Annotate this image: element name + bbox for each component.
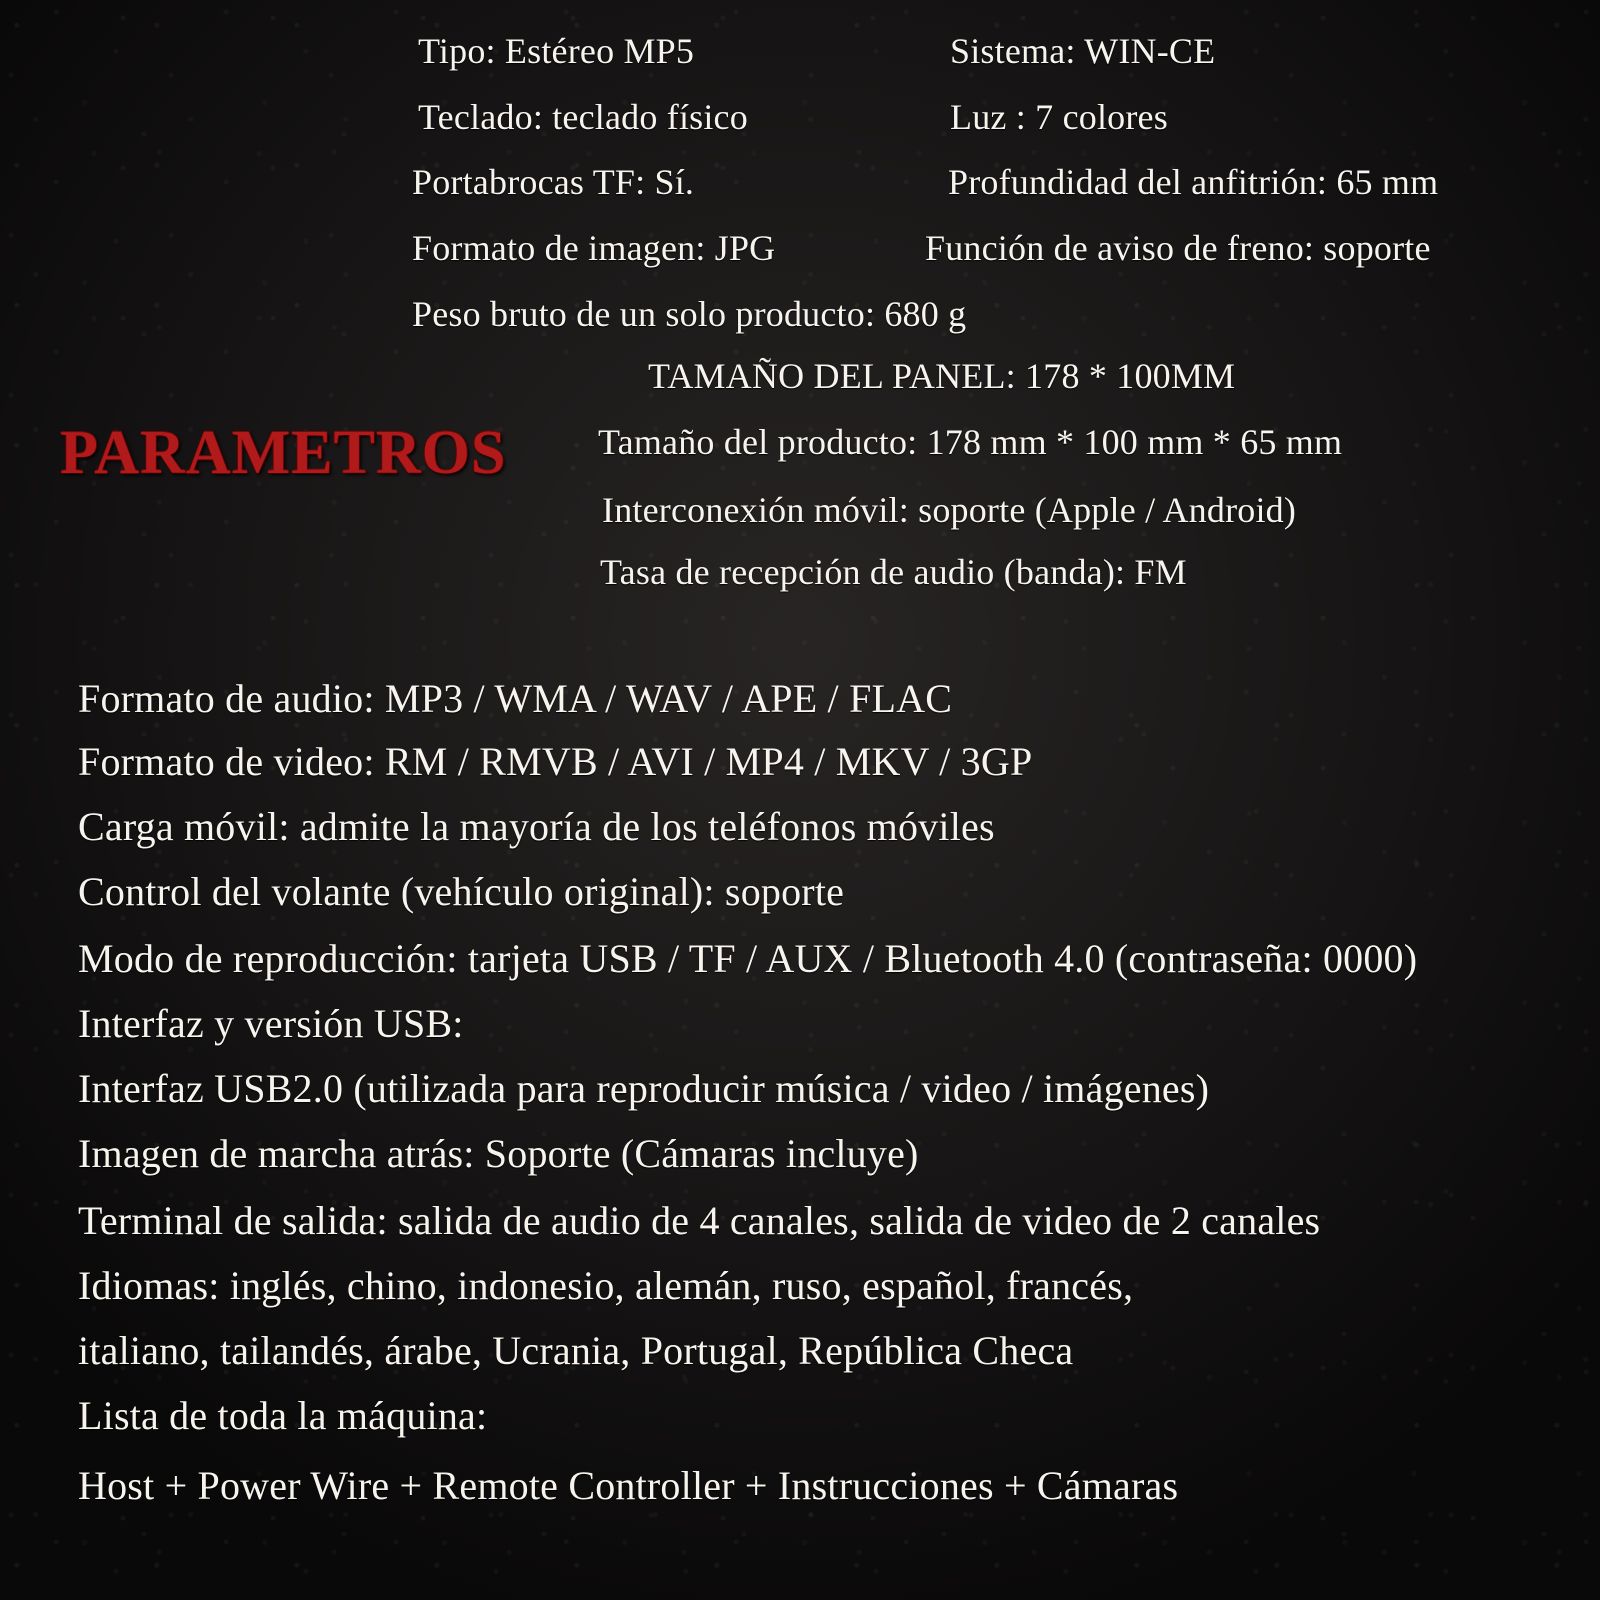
detail-line-10: Idiomas: inglés, chino, indonesio, alemán, ruso, español, francés,	[78, 1263, 1134, 1308]
spec-left-line-3: Portabrocas TF: Sí.	[412, 162, 695, 202]
spec-right-line-4: Función de aviso de freno: soporte	[925, 228, 1431, 268]
detail-line-13: Host + Power Wire + Remote Controller + Instrucciones + Cámaras	[78, 1463, 1179, 1508]
detail-line-11: italiano, tailandés, árabe, Ucrania, Portugal, República Checa	[78, 1328, 1074, 1373]
spec-center-line-1: TAMAÑO DEL PANEL: 178 * 100MM	[648, 356, 1236, 396]
detail-line-1: Formato de audio: MP3 / WMA / WAV / APE / FLAC	[78, 676, 953, 721]
spec-right-line-3: Profundidad del anfitrión: 65 mm	[948, 162, 1439, 202]
spec-center-line-3: Interconexión móvil: soporte (Apple / Android)	[602, 490, 1297, 530]
detail-line-8: Imagen de marcha atrás: Soporte (Cámaras incluye)	[78, 1131, 919, 1176]
detail-line-7: Interfaz USB2.0 (utilizada para reproducir música / video / imágenes)	[78, 1066, 1210, 1111]
spec-left-line-1: Tipo: Estéreo MP5	[418, 31, 695, 71]
spec-left-line-5: Peso bruto de un solo producto: 680 g	[412, 294, 967, 334]
detail-line-6: Interfaz y versión USB:	[78, 1001, 464, 1046]
spec-center-line-2: Tamaño del producto: 178 mm * 100 mm * 65 mm	[598, 422, 1343, 462]
detail-line-3: Carga móvil: admite la mayoría de los teléfonos móviles	[78, 804, 995, 849]
detail-line-4: Control del volante (vehículo original): soporte	[78, 869, 845, 914]
spec-left-line-2: Teclado: teclado físico	[418, 97, 748, 137]
spec-right-line-1: Sistema: WIN-CE	[950, 31, 1216, 71]
spec-left-line-4: Formato de imagen: JPG	[412, 228, 776, 268]
detail-line-12: Lista de toda la máquina:	[78, 1393, 488, 1438]
detail-line-5: Modo de reproducción: tarjeta USB / TF / AUX / Bluetooth 4.0 (contraseña: 0000)	[78, 936, 1418, 981]
page-title: PARAMETROS	[60, 419, 507, 487]
detail-line-9: Terminal de salida: salida de audio de 4 canales, salida de video de 2 canales	[78, 1198, 1321, 1243]
spec-right-line-2: Luz : 7 colores	[950, 97, 1168, 137]
detail-line-2: Formato de video: RM / RMVB / AVI / MP4 / MKV / 3GP	[78, 739, 1033, 784]
spec-center-line-4: Tasa de recepción de audio (banda): FM	[600, 552, 1187, 592]
